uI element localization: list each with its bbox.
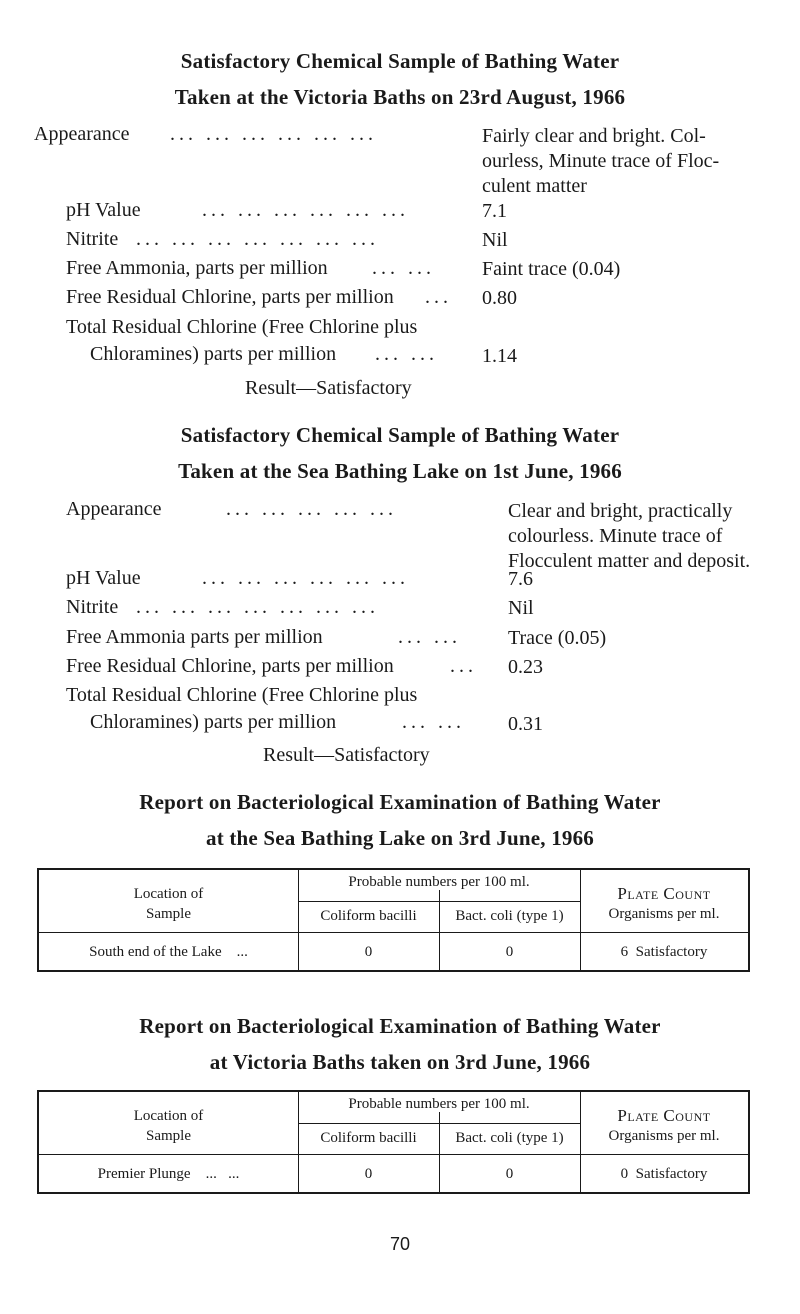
s2-result: Result—Satisfactory — [263, 744, 430, 766]
s2-appearance-value — [508, 499, 750, 574]
col-header-plate-count — [580, 884, 748, 924]
table-rule — [39, 1154, 748, 1155]
section3-subtitle: at the Sea Bathing Lake on 3rd June, 1966 — [206, 826, 594, 850]
leader-dots: ... ... ... ... ... ... — [170, 123, 377, 145]
s2-ph-value: 7.6 — [508, 568, 533, 590]
table-row-coliform: 0 — [364, 944, 373, 960]
table-rule — [298, 901, 580, 902]
s1-nitrite-value: Nil — [482, 229, 508, 251]
col-header-coliform: Coliform bacilli — [320, 1130, 417, 1146]
s1-total-chlorine-value: 1.14 — [482, 345, 517, 367]
header-line: Organisms per ml. — [608, 906, 720, 922]
s1-total-chlorine-label: Total Residual Chlorine (Free Chlorine plus — [66, 316, 418, 338]
value-line: ourless, Minute trace of Floc- — [482, 150, 720, 172]
table-rule — [298, 1123, 580, 1124]
location-text: South end of the Lake — [89, 944, 222, 960]
col-header-bact-coli: Bact. coli (type 1) — [455, 908, 564, 924]
s1-appearance-label: Appearance — [34, 123, 130, 145]
s2-ammonia-value: Trace (0.05) — [508, 627, 607, 649]
leader-dots: ... ... — [375, 343, 438, 365]
s2-total-chlorine-value: 0.31 — [508, 713, 543, 735]
table-row-bact-coli: 0 — [505, 944, 514, 960]
section4-title: Report on Bacteriological Examination of Bathing Water — [139, 1014, 661, 1038]
s2-free-chlorine-value: 0.23 — [508, 656, 543, 678]
s1-ph-label: pH Value — [66, 199, 141, 221]
leader-dots: ... — [221, 944, 248, 960]
s2-total-chlorine-label-2: Chloramines) parts per million — [90, 711, 337, 733]
header-line: Sample — [146, 906, 191, 922]
s1-appearance-value — [482, 124, 719, 199]
leader-dots: ... ... ... ... ... ... ... — [136, 596, 379, 618]
s1-free-chlorine-value: 0.80 — [482, 287, 517, 309]
leader-dots: ... ... ... ... ... — [226, 498, 397, 520]
leader-dots: ... ... — [372, 257, 435, 279]
s2-free-chlorine-label: Free Residual Chlorine, parts per million — [66, 655, 394, 677]
location-text: Premier Plunge — [97, 1166, 191, 1182]
s1-ammonia-value: Faint trace (0.04) — [482, 258, 621, 280]
s1-nitrite-label: Nitrite — [66, 228, 119, 250]
s1-ammonia-label: Free Ammonia, parts per million — [66, 257, 328, 279]
table-row-coliform: 0 — [364, 1166, 373, 1182]
table-row-plate-count: 6 Satisfactory — [620, 944, 708, 960]
leader-dots: ... ... — [402, 711, 465, 733]
s2-appearance-label: Appearance — [66, 498, 162, 520]
header-line: Plate Count — [617, 1106, 711, 1125]
s2-total-chlorine-label: Total Residual Chlorine (Free Chlorine plus — [66, 684, 418, 706]
col-header-probable-numbers: Probable numbers per 100 ml. — [348, 874, 530, 890]
leader-dots: ... ... ... ... ... ... — [202, 199, 409, 221]
value-line: Flocculent matter and deposit. — [508, 550, 751, 572]
s1-ph-value: 7.1 — [482, 200, 507, 222]
section2-title: Satisfactory Chemical Sample of Bathing Water — [180, 423, 620, 447]
header-line: Organisms per ml. — [608, 1128, 720, 1144]
s1-total-chlorine-label-2: Chloramines) parts per million — [90, 343, 337, 365]
leader-dots: ... — [450, 655, 477, 677]
leader-dots: ... ... ... ... ... ... — [202, 567, 409, 589]
s2-nitrite-label: Nitrite — [66, 596, 119, 618]
s2-ph-label: pH Value — [66, 567, 141, 589]
header-line: Location of — [133, 886, 204, 902]
value-line: colourless. Minute trace of — [508, 525, 723, 547]
table-row-bact-coli: 0 — [505, 1166, 514, 1182]
table-row-plate-count: 0 Satisfactory — [620, 1166, 708, 1182]
leader-dots: ... ... ... ... ... ... ... — [136, 228, 379, 250]
section1-subtitle: Taken at the Victoria Baths on 23rd August, 1966 — [174, 85, 626, 109]
header-line: Location of — [133, 1108, 204, 1124]
table-row-location — [39, 942, 298, 962]
bacteriology-table-2 — [37, 1090, 750, 1194]
section1-title: Satisfactory Chemical Sample of Bathing Water — [180, 49, 620, 73]
col-header-probable-numbers: Probable numbers per 100 ml. — [348, 1096, 530, 1112]
col-header-coliform: Coliform bacilli — [320, 908, 417, 924]
value-line: Fairly clear and bright. Col- — [482, 125, 706, 147]
section2-subtitle: Taken at the Sea Bathing Lake on 1st June, 1966 — [178, 459, 622, 483]
section4-subtitle: at Victoria Baths taken on 3rd June, 1966 — [209, 1050, 591, 1074]
value-line: Clear and bright, practically — [508, 500, 733, 522]
leader-dots: ... — [425, 286, 452, 308]
s1-free-chlorine-label: Free Residual Chlorine, parts per million — [66, 286, 394, 308]
table-row-location — [39, 1164, 298, 1184]
col-header-location — [39, 884, 298, 924]
leader-dots: ... ... — [190, 1166, 240, 1182]
col-header-plate-count — [580, 1106, 748, 1146]
header-line: Plate Count — [617, 884, 711, 903]
s2-ammonia-label: Free Ammonia parts per million — [66, 626, 323, 648]
header-line: Sample — [146, 1128, 191, 1144]
col-header-location — [39, 1106, 298, 1146]
value-line: culent matter — [482, 175, 587, 197]
section3-title: Report on Bacteriological Examination of Bathing Water — [139, 790, 661, 814]
page-number: 70 — [389, 1234, 411, 1254]
leader-dots: ... ... — [398, 626, 461, 648]
s1-result: Result—Satisfactory — [245, 377, 412, 399]
table-rule — [39, 932, 748, 933]
bacteriology-table-1 — [37, 868, 750, 972]
s2-nitrite-value: Nil — [508, 597, 534, 619]
col-header-bact-coli: Bact. coli (type 1) — [455, 1130, 564, 1146]
